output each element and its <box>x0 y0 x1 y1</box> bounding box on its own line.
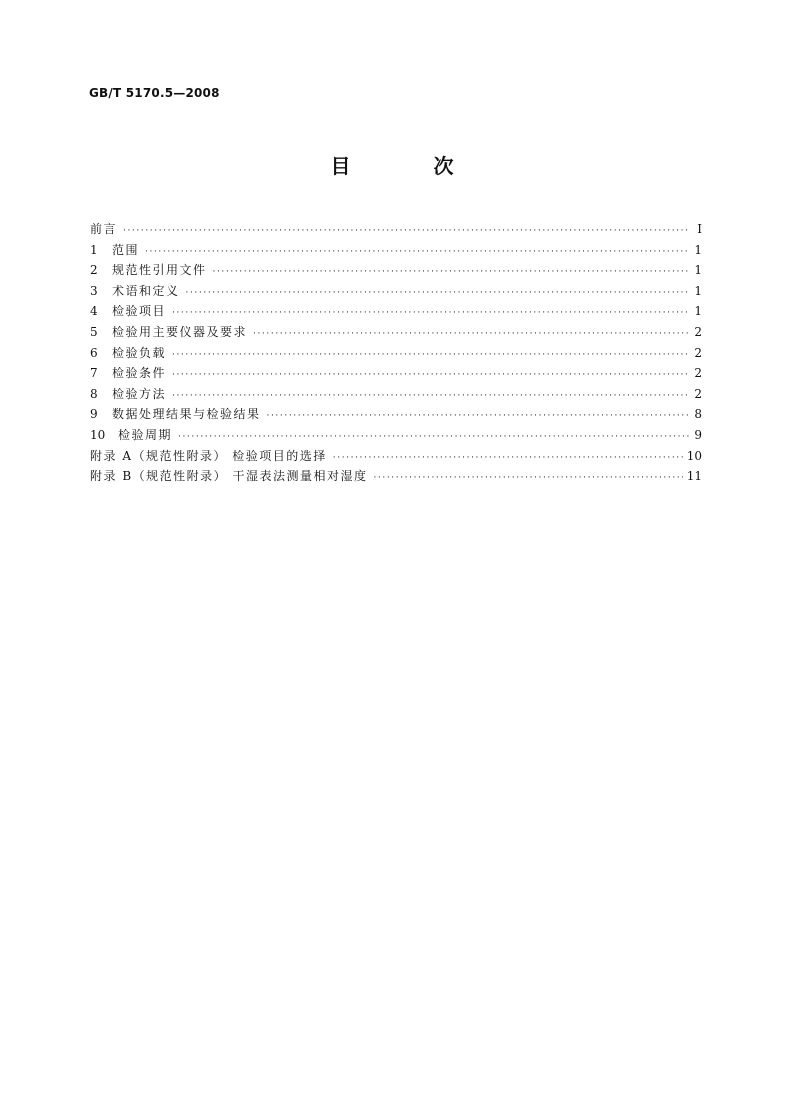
toc-leader-dots <box>172 365 690 386</box>
toc-entry-page: 2 <box>694 324 702 339</box>
toc-entry-number: 4 <box>90 304 98 319</box>
toc-leader-dots <box>267 406 690 427</box>
toc-entry-title: 检验负载 <box>112 345 167 360</box>
toc-entry-number: 8 <box>90 386 98 401</box>
toc-entry-2[interactable] <box>90 260 702 281</box>
toc-entry-annex-b[interactable] <box>90 466 702 487</box>
toc-leader-dots <box>172 345 690 366</box>
toc-entry-10[interactable] <box>90 425 702 446</box>
table-of-contents <box>90 219 702 487</box>
toc-leader-dots <box>172 386 690 407</box>
toc-entry-number: 7 <box>90 366 98 381</box>
toc-entry-number: 6 <box>90 345 98 360</box>
toc-entry-page: 1 <box>694 263 702 278</box>
toc-entry-page: 8 <box>694 407 702 422</box>
toc-entry-title: 检验用主要仪器及要求 <box>112 324 248 339</box>
toc-entry-number: 3 <box>90 283 98 298</box>
toc-entry-number: 9 <box>90 407 98 422</box>
toc-entry-title: 附录 B（规范性附录） 干湿表法测量相对湿度 <box>90 469 368 484</box>
toc-entry-page: I <box>697 222 702 236</box>
toc-leader-dots <box>172 303 690 324</box>
toc-leader-dots <box>373 468 682 489</box>
toc-leader-dots <box>145 242 690 263</box>
toc-leader-dots <box>186 283 690 304</box>
toc-leader-dots <box>123 221 690 242</box>
toc-entry-title: 附录 A（规范性附录） 检验项目的选择 <box>90 448 327 463</box>
toc-entry-title: 检验条件 <box>112 366 167 381</box>
toc-entry-8[interactable] <box>90 384 702 405</box>
toc-entry-title: 规范性引用文件 <box>112 263 207 278</box>
toc-entry-6[interactable] <box>90 343 702 364</box>
toc-leader-dots <box>178 427 690 448</box>
toc-entry-number: 5 <box>90 324 98 339</box>
toc-entry-page: 9 <box>694 427 702 442</box>
toc-leader-dots <box>213 262 690 283</box>
toc-entry-page: 1 <box>694 283 702 298</box>
toc-entry-number: 1 <box>90 242 98 257</box>
toc-entry-9[interactable] <box>90 404 702 425</box>
toc-entry-title: 范围 <box>112 242 140 257</box>
toc-entry-page: 11 <box>686 469 702 484</box>
toc-entry-page: 2 <box>694 345 702 360</box>
toc-entry-page: 1 <box>694 242 702 257</box>
toc-entry-annex-a[interactable] <box>90 446 702 467</box>
toc-leader-dots <box>253 324 690 345</box>
toc-leader-dots <box>333 448 683 469</box>
toc-entry-foreword[interactable] <box>90 219 702 240</box>
toc-entry-title: 术语和定义 <box>112 283 180 298</box>
toc-entry-page: 10 <box>686 448 702 463</box>
toc-entry-7[interactable] <box>90 363 702 384</box>
toc-entry-page: 2 <box>694 366 702 381</box>
toc-entry-page: 2 <box>694 386 702 401</box>
toc-entry-1[interactable] <box>90 240 702 261</box>
toc-entry-page: 1 <box>694 304 702 319</box>
page-title: 目 次 <box>330 154 492 178</box>
toc-entry-4[interactable] <box>90 301 702 322</box>
toc-entry-title: 数据处理结果与检验结果 <box>112 407 261 422</box>
toc-entry-number: 10 <box>90 427 106 442</box>
toc-entry-5[interactable] <box>90 322 702 343</box>
toc-entry-title: 检验方法 <box>112 386 167 401</box>
toc-entry-3[interactable] <box>90 281 702 302</box>
toc-entry-title: 检验项目 <box>112 304 167 319</box>
toc-entry-title: 前言 <box>90 222 118 236</box>
toc-entry-number: 2 <box>90 263 98 278</box>
toc-entry-title: 检验周期 <box>118 427 173 442</box>
standard-code: GB/T 5170.5—2008 <box>89 86 220 100</box>
